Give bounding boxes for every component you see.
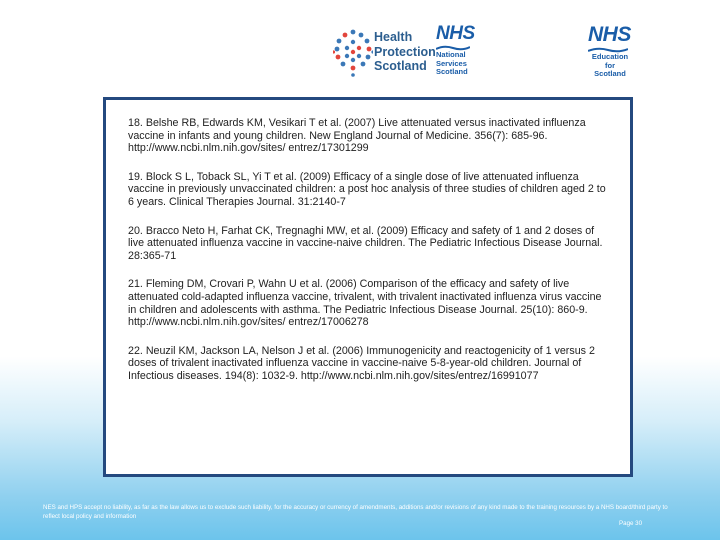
nes-name xyxy=(588,53,632,79)
nhs-education-for-scotland-logo xyxy=(588,24,636,90)
hps-line-1: Health xyxy=(374,30,413,44)
references-panel xyxy=(103,97,633,477)
reference-item: 19. Block S L, Toback SL, Yi T et al. (2009) Efficacy of a single dose of live attenuated influenza vaccine in previously unvaccinated children: a post hoc analysis of three studies of children aged 2 to 6 years. Clinical Therapies Journal. 31:2140-7 xyxy=(128,170,606,208)
nhs-national-services-scotland-logo xyxy=(436,24,486,82)
reference-item: 18. Belshe RB, Edwards KM, Vesikari T et al. (2007) Live attenuated versus inactivated influenza vaccine in infants and young children. New England Journal of Medicine. 356(7): 685-96. http://www.ncbi.nlm.nih.gov/sites/ entrez/17301299 xyxy=(128,117,586,155)
nss-line-3: Scotland xyxy=(436,67,468,76)
nes-line-3: Scotland xyxy=(594,69,626,78)
nss-line-2: Services xyxy=(436,58,467,68)
nhs-wordmark: NHS xyxy=(588,23,631,46)
reference-item: 22. Neuzil KM, Jackson LA, Nelson J et al. (2006) Immunogenicity and reactogenicity of 1 versus 2 doses of trivalent inactivated influenza vaccine in vaccine-naive 5-8-year-old children. Journal of Infectious diseases. 194(8): 1032-9. http://www.ncbi.nlm.nih.gov/sites/entrez/16991077 xyxy=(128,344,595,382)
health-protection-scotland-logo xyxy=(333,26,436,80)
hps-line-3: Scotland xyxy=(374,59,427,73)
hps-line-2: Protection xyxy=(374,44,436,59)
reference-list xyxy=(128,117,608,399)
reference-item: 20. Bracco Neto H, Farhat CK, Tregnaghi MW, et al. (2009) Efficacy and safety of 1 and 2 doses of live attenuated influenza vaccine in vaccine-naive children. The Pediatric Infectious Disease Journal. 28:365-71 xyxy=(128,224,603,262)
nes-line-2: for xyxy=(605,60,615,70)
nhs-wordmark: NHS xyxy=(436,23,475,44)
nss-name xyxy=(436,51,486,77)
reference-item: 21. Fleming DM, Crovari P, Wahn U et al. (2006) Comparison of the efficacy and safety of live attenuated cold-adapted influenza vaccine, trivalent, with trivalent inactivated influenza virus vaccine in children and adolescents with asthma. The Pediatric Infectious Disease Journal. 25(10): 860-9. http://www.ncbi.nlm.nih.gov/sites/ entrez/17006278 xyxy=(128,278,602,329)
hps-logo-text xyxy=(374,30,436,74)
footer-disclaimer: NES and HPS accept no liability, as far as the law allows us to exclude such liability, for the accuracy or currency of amendments, additions and/or revisions of any kind made to the training resources by a NHS board/third party to reflect local policy and information xyxy=(43,504,668,520)
dot-circle-icon xyxy=(333,28,373,78)
nss-line-1: National xyxy=(436,50,466,59)
nes-line-1: Education xyxy=(591,52,629,61)
page-number: Page 30 xyxy=(619,520,643,527)
